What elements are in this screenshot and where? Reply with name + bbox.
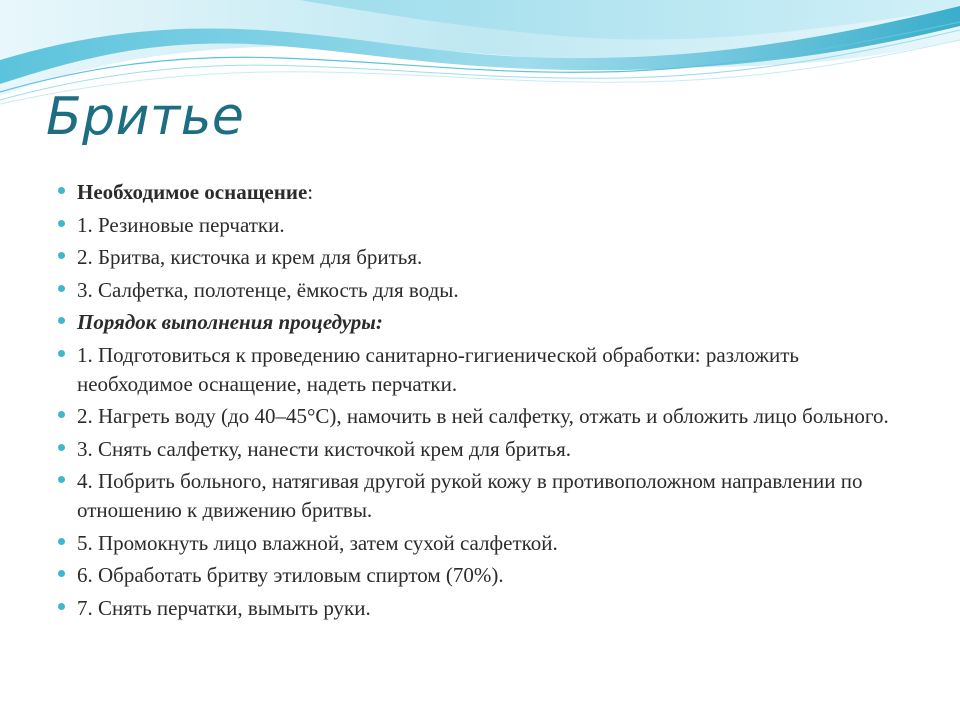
list-item-text: 6. Обработать бритву этиловым спиртом (70%). bbox=[77, 563, 504, 587]
bullet-icon bbox=[58, 252, 65, 259]
bullet-icon bbox=[58, 411, 65, 418]
bullet-list bbox=[58, 178, 918, 626]
list-item bbox=[58, 561, 918, 590]
list-item-text: 4. Побрить больного, натягивая другой рукой кожу в противоположном направлении по отношению к движению бритвы. bbox=[77, 469, 863, 522]
list-item bbox=[58, 211, 918, 240]
list-item bbox=[58, 178, 918, 207]
list-item-text: 1. Подготовиться к проведению санитарно-гигиенической обработки: разложить необходимое оснащение, надеть перчатки. bbox=[77, 342, 799, 396]
list-item bbox=[58, 402, 918, 431]
slide-title: Бритье bbox=[46, 87, 245, 147]
list-item-text: 3. Салфетка, полотенце, ёмкость для воды. bbox=[77, 277, 459, 302]
list-item-text: 2. Бритва, кисточка и крем для бритья. bbox=[77, 245, 423, 269]
list-item bbox=[58, 435, 918, 464]
list-item-suffix: : bbox=[307, 180, 314, 204]
bullet-icon bbox=[58, 317, 65, 324]
bullet-icon bbox=[58, 570, 65, 577]
list-item bbox=[58, 594, 918, 623]
bullet-icon bbox=[58, 444, 65, 451]
bullet-icon bbox=[58, 476, 65, 483]
list-item-text: 7. Снять перчатки, вымыть руки. bbox=[77, 595, 371, 620]
list-item bbox=[58, 529, 918, 558]
bullet-icon bbox=[58, 350, 65, 357]
list-item-text: 3. Снять салфетку, нанести кисточкой крем для бритья. bbox=[77, 436, 572, 461]
list-item-text: 1. Резиновые перчатки. bbox=[77, 212, 285, 237]
list-item-text: Порядок выполнения процедуры: bbox=[77, 310, 383, 334]
list-item-text: 2. Нагреть воду (до 40–45°С), намочить в ней салфетку, отжать и обложить лицо больного. bbox=[77, 404, 889, 428]
bullet-icon bbox=[58, 285, 65, 292]
list-item-text: Необходимое оснащение bbox=[77, 180, 308, 204]
list-item bbox=[58, 243, 918, 272]
bullet-icon bbox=[58, 187, 65, 194]
bullet-icon bbox=[58, 603, 65, 610]
list-item bbox=[58, 276, 918, 305]
list-item bbox=[58, 341, 918, 399]
bullet-icon bbox=[58, 538, 65, 545]
list-item bbox=[58, 467, 918, 525]
list-item bbox=[58, 308, 918, 337]
list-item-text: 5. Промокнуть лицо влажной, затем сухой салфеткой. bbox=[77, 530, 558, 555]
bullet-icon bbox=[58, 220, 65, 227]
